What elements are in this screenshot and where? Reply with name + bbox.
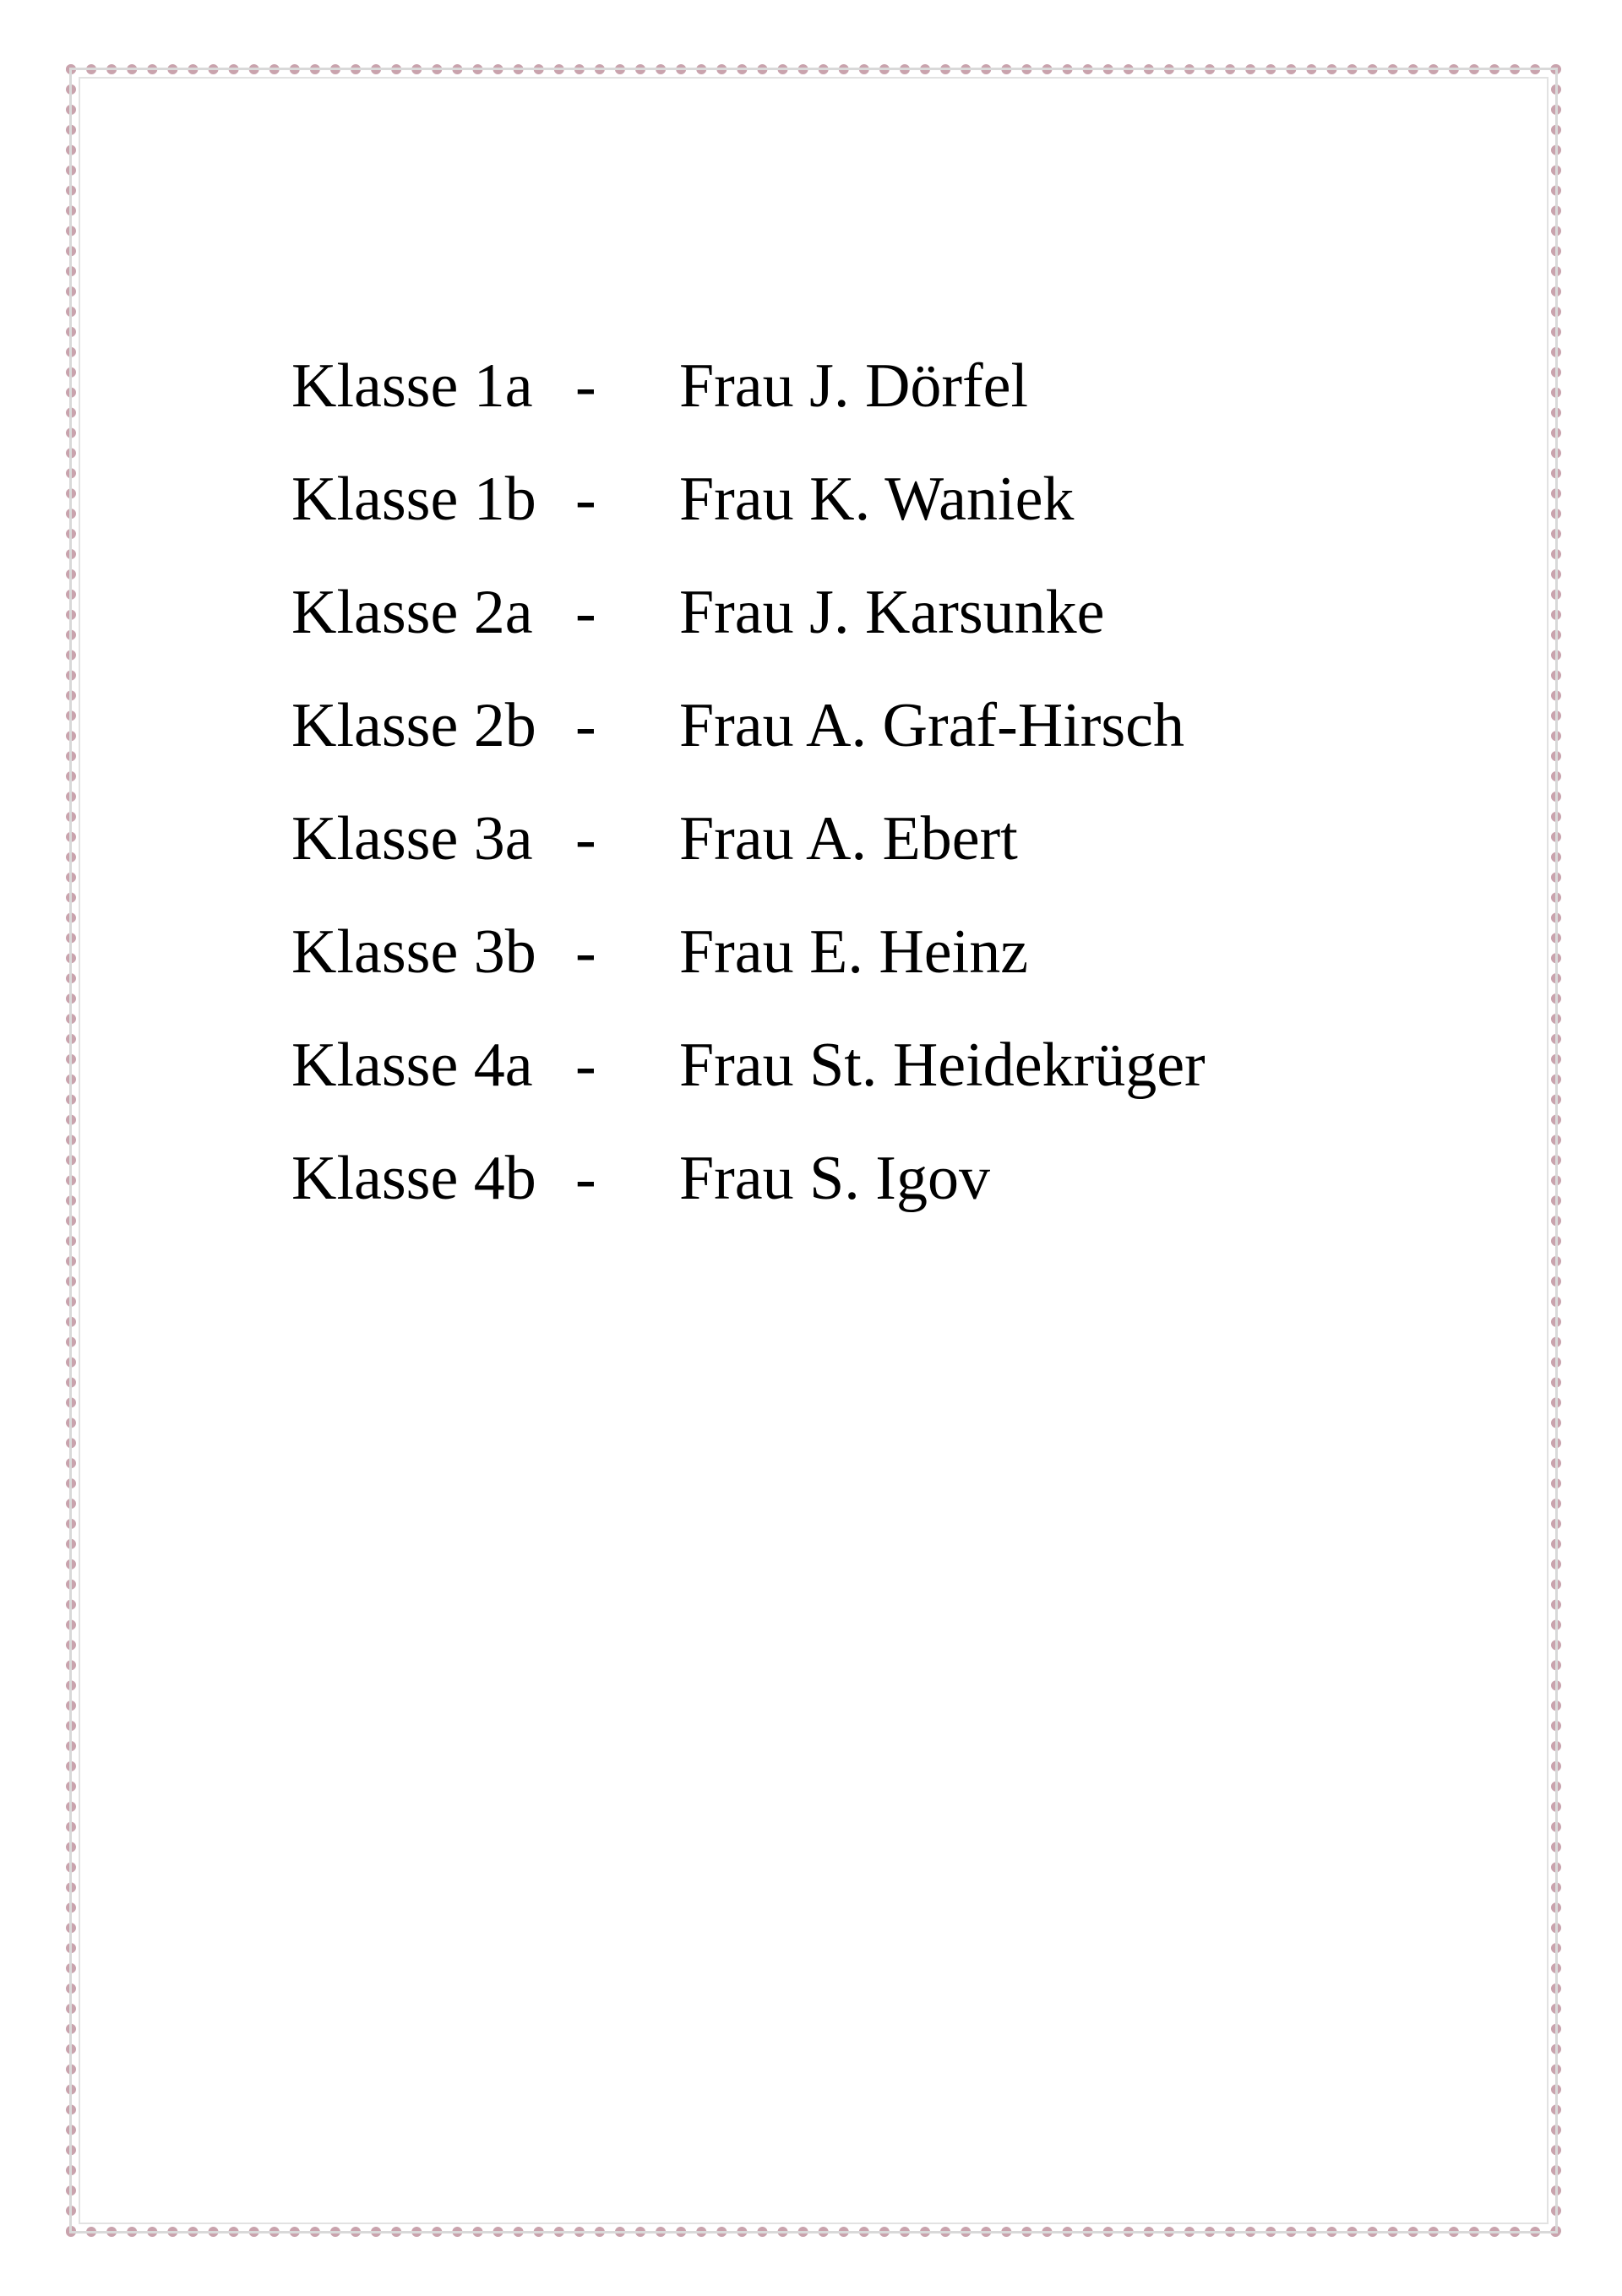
class-name: Klasse 1b xyxy=(291,465,536,534)
teacher-name: Frau K. Waniek xyxy=(679,465,1075,534)
separator-dash: - xyxy=(575,1031,596,1100)
class-name: Klasse 2b xyxy=(291,691,536,760)
list-item xyxy=(291,566,1206,679)
teacher-name: Frau J. Dörfel xyxy=(679,351,1029,421)
list-item xyxy=(291,906,1206,1019)
separator-dash: - xyxy=(575,917,596,987)
teacher-name: Frau E. Heinz xyxy=(679,917,1029,987)
class-name: Klasse 4a xyxy=(291,1031,533,1100)
class-teacher-list xyxy=(291,340,1206,1245)
teacher-name: Frau A. Ebert xyxy=(679,804,1018,873)
separator-dash: - xyxy=(575,1144,596,1213)
class-name: Klasse 3a xyxy=(291,804,533,873)
class-name: Klasse 4b xyxy=(291,1144,536,1213)
list-item xyxy=(291,1019,1206,1132)
separator-dash: - xyxy=(575,351,596,421)
class-name: Klasse 1a xyxy=(291,351,533,421)
class-name: Klasse 3b xyxy=(291,917,536,987)
teacher-name: Frau J. Karsunke xyxy=(679,578,1105,647)
list-item xyxy=(291,792,1206,906)
separator-dash: - xyxy=(575,804,596,873)
list-item xyxy=(291,1132,1206,1245)
list-item xyxy=(291,679,1206,792)
list-item xyxy=(291,453,1206,566)
teacher-name: Frau A. Graf-Hirsch xyxy=(679,691,1184,760)
separator-dash: - xyxy=(575,691,596,760)
separator-dash: - xyxy=(575,578,596,647)
class-name: Klasse 2a xyxy=(291,578,533,647)
separator-dash: - xyxy=(575,465,596,534)
teacher-name: Frau S. Igov xyxy=(679,1144,990,1213)
list-item xyxy=(291,340,1206,453)
teacher-name: Frau St. Heidekrüger xyxy=(679,1031,1206,1100)
